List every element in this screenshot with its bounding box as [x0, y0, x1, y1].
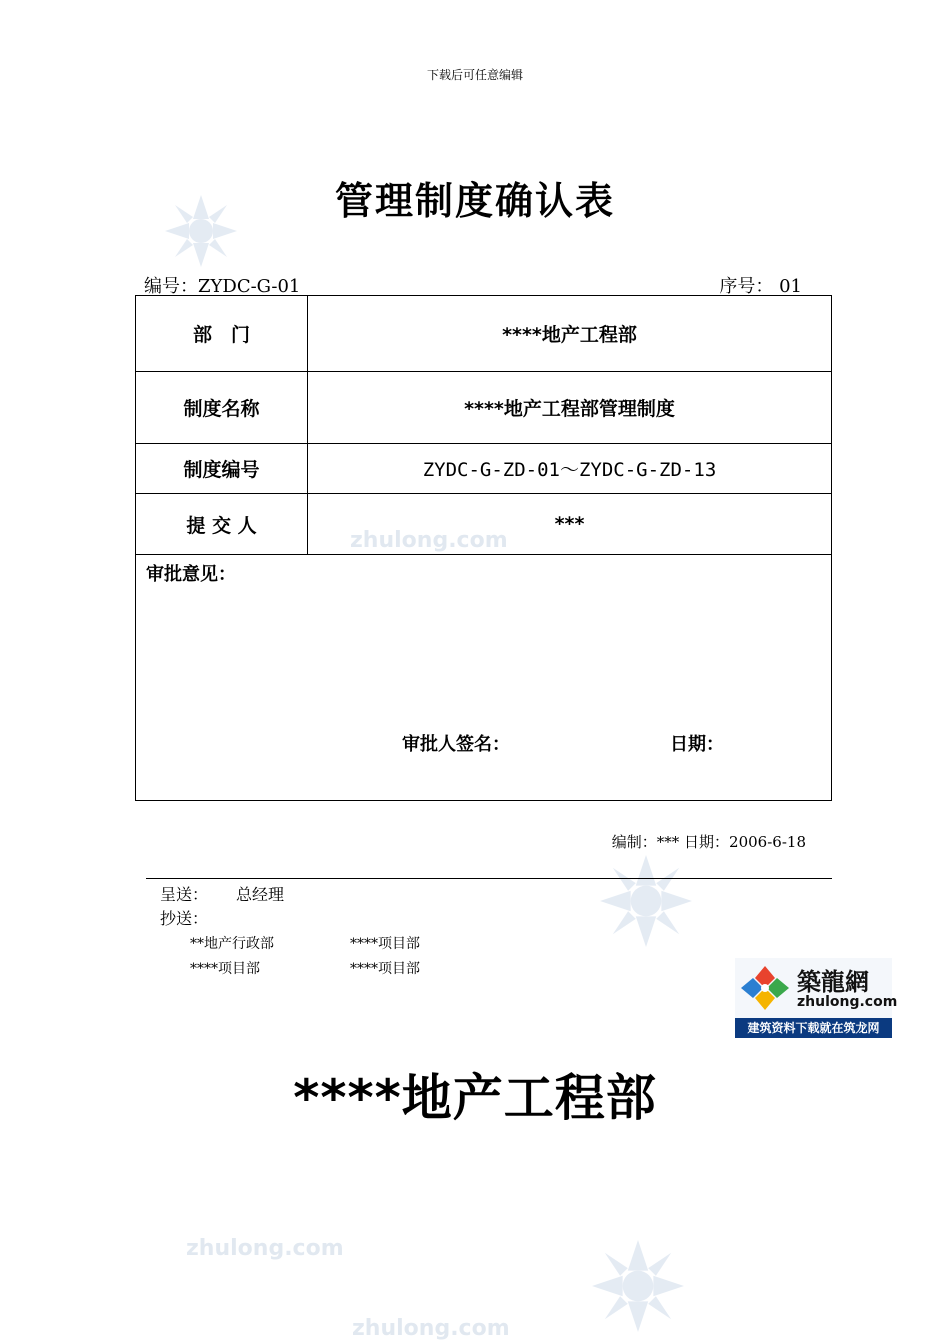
row-label: 提 交 人: [136, 494, 308, 555]
cc-item: ****项目部: [350, 936, 420, 952]
to-label: 呈送：: [160, 885, 209, 904]
logo-cn: 築龍網: [797, 968, 869, 996]
signer-label: 审批人签名：: [402, 734, 510, 755]
cc-item: ****项目部: [350, 961, 420, 977]
watermark-text: zhulong.com: [352, 1316, 510, 1341]
logo-main: [735, 958, 898, 1018]
cc-item: **地产行政部: [190, 936, 274, 952]
approval-box: [135, 554, 832, 801]
seq-number: 序号： 01: [719, 276, 802, 297]
cc-label: 抄送：: [160, 909, 209, 928]
cc-item: ****项目部: [190, 961, 260, 977]
row-label: 部 门: [136, 296, 308, 372]
page-title: 管理制度确认表: [334, 179, 615, 223]
zhulong-mark-icon: [739, 964, 791, 1014]
watermark-star-icon: [592, 1240, 684, 1332]
date-label: 日期：: [670, 734, 724, 755]
approval-label: 审批意见：: [146, 564, 236, 585]
to-value: 总经理: [236, 885, 285, 904]
confirmation-table: [135, 295, 832, 555]
logo-slogan: 建筑资料下载就在筑龙网: [735, 1018, 892, 1038]
row-value: ZYDC-G-ZD-01～ZYDC-G-ZD-13: [308, 444, 832, 494]
table-row: [136, 444, 832, 494]
row-value: ***: [308, 494, 832, 555]
table-row: [136, 296, 832, 372]
doc-code: 编号：ZYDC-G-01: [144, 276, 301, 297]
row-value: ****地产工程部: [308, 296, 832, 372]
table-row: [136, 494, 832, 555]
prepared-info: 编制：*** 日期：2006-6-18: [611, 833, 806, 851]
watermark-text: zhulong.com: [186, 1236, 344, 1261]
divider: [146, 878, 832, 879]
logo-en: zhulong.com: [797, 994, 898, 1010]
watermark-text: zhulong.com: [350, 528, 508, 553]
zhulong-logo: [735, 958, 898, 1038]
row-label: 制度名称: [136, 372, 308, 444]
header-note: 下载后可任意编辑: [426, 68, 523, 82]
row-label: 制度编号: [136, 444, 308, 494]
company-name: ****地产工程部: [293, 1069, 657, 1127]
row-value: ****地产工程部管理制度: [308, 372, 832, 444]
table-row: [136, 372, 832, 444]
watermark-star-icon: [600, 855, 692, 947]
